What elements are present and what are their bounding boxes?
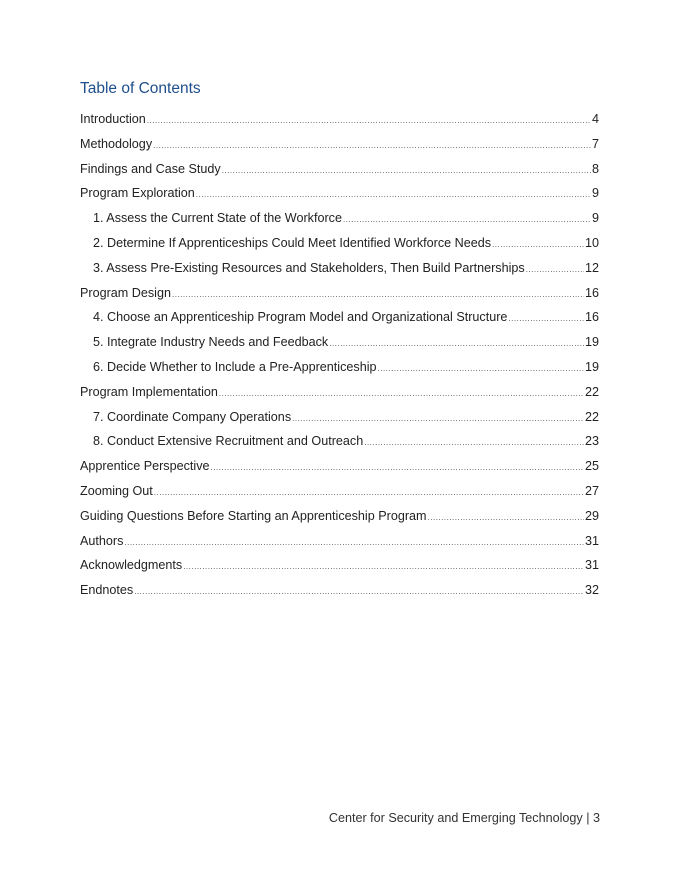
toc-dot-leader xyxy=(153,136,591,156)
toc-dot-leader xyxy=(147,111,591,131)
toc-entry-label: Apprentice Perspective xyxy=(80,459,210,474)
toc-subentry[interactable] xyxy=(80,407,599,432)
toc-entry-label: Acknowledgments xyxy=(80,558,183,573)
toc-subentry[interactable] xyxy=(80,357,599,382)
toc-entry-page: 22 xyxy=(584,384,599,399)
toc-entry[interactable] xyxy=(80,580,599,605)
toc-subentry[interactable] xyxy=(80,208,599,233)
toc-entry-label: 7. Coordinate Company Operations xyxy=(93,409,292,424)
toc-dot-leader xyxy=(526,260,584,280)
toc-entry-label: 8. Conduct Extensive Recruitment and Outreach xyxy=(93,434,364,449)
toc-entry-label: Findings and Case Study xyxy=(80,161,221,176)
toc-entry-page: 32 xyxy=(584,583,599,598)
toc-entry-page: 4 xyxy=(591,112,599,126)
toc-entry-label: 6. Decide Whether to Include a Pre-Apprenticeship xyxy=(93,359,377,374)
toc-dot-leader xyxy=(154,483,584,503)
toc-entry-page: 16 xyxy=(584,310,599,325)
toc-entry-page: 29 xyxy=(584,508,599,523)
toc-dot-leader xyxy=(292,409,584,429)
toc-entry[interactable] xyxy=(80,506,599,531)
toc-entry[interactable] xyxy=(80,159,599,184)
toc-subentry[interactable] xyxy=(80,332,599,357)
toc-entry[interactable] xyxy=(80,382,599,407)
toc-dot-leader xyxy=(124,533,584,553)
toc-entry-page: 31 xyxy=(584,558,599,573)
toc-dot-leader xyxy=(196,185,591,205)
page-footer: Center for Security and Emerging Technology | 3 xyxy=(328,811,600,825)
toc-entry-page: 12 xyxy=(584,260,599,275)
toc-entry[interactable] xyxy=(80,456,599,481)
toc-subentry[interactable] xyxy=(80,307,599,332)
toc-entry-label: Program Design xyxy=(80,285,171,300)
toc-dot-leader xyxy=(492,235,584,255)
toc-entry-label: Endnotes xyxy=(80,583,134,598)
toc-entry-page: 19 xyxy=(584,359,599,374)
toc-subentry[interactable] xyxy=(80,431,599,456)
toc-entry-page: 23 xyxy=(584,434,599,449)
toc-entry-page: 10 xyxy=(584,235,599,250)
toc-entry[interactable] xyxy=(80,481,599,506)
toc-entry-label: Methodology xyxy=(80,136,153,151)
toc-entry-label: 1. Assess the Current State of the Workforce xyxy=(93,211,342,226)
toc-entry[interactable] xyxy=(80,183,599,208)
toc-entry-label: 4. Choose an Apprenticeship Program Model and Organizational Structure xyxy=(93,310,508,325)
toc-entry-label: Guiding Questions Before Starting an Apprenticeship Program xyxy=(80,508,427,523)
toc-entry[interactable] xyxy=(80,555,599,580)
toc-entry[interactable] xyxy=(80,283,599,308)
toc-entry-page: 27 xyxy=(584,483,599,498)
toc-entry-label: Program Implementation xyxy=(80,384,218,399)
toc-title: Table of Contents xyxy=(80,80,201,97)
toc-entry-page: 7 xyxy=(591,136,599,151)
toc-entry-label: Authors xyxy=(80,533,124,548)
toc-dot-leader xyxy=(378,359,584,379)
toc-entry-page: 9 xyxy=(591,211,599,226)
toc-entry-page: 9 xyxy=(591,186,599,201)
toc-entry-label: 5. Integrate Industry Needs and Feedback xyxy=(93,335,329,350)
toc-dot-leader xyxy=(428,508,584,528)
toc-entry-label: Introduction xyxy=(80,112,146,126)
toc-entry-page: 8 xyxy=(591,161,599,176)
toc-entry-page: 31 xyxy=(584,533,599,548)
toc-dot-leader xyxy=(134,582,584,602)
toc-entry-label: Zooming Out xyxy=(80,483,153,498)
toc-subentry[interactable] xyxy=(80,233,599,258)
toc-dot-leader xyxy=(343,210,591,230)
toc-entry[interactable] xyxy=(80,531,599,556)
toc-entry-label: 2. Determine If Apprenticeships Could Meet Identified Workforce Needs xyxy=(93,235,492,250)
toc-entry-page: 16 xyxy=(584,285,599,300)
toc-entry-page: 19 xyxy=(584,335,599,350)
toc-entry-label: 3. Assess Pre-Existing Resources and Stakeholders, Then Build Partnerships xyxy=(93,260,525,275)
toc-dot-leader xyxy=(508,309,584,329)
toc-entry[interactable] xyxy=(80,134,599,159)
toc-dot-leader xyxy=(329,334,584,354)
toc-dot-leader xyxy=(172,285,584,305)
toc-dot-leader xyxy=(219,384,584,404)
toc-dot-leader xyxy=(364,433,584,453)
toc-dot-leader xyxy=(211,458,584,478)
toc-entry[interactable] xyxy=(80,109,599,134)
toc-list xyxy=(80,109,599,605)
toc-entry-page: 25 xyxy=(584,459,599,474)
toc-entry-label: Program Exploration xyxy=(80,186,195,201)
toc-dot-leader xyxy=(183,557,584,577)
toc-entry-page: 22 xyxy=(584,409,599,424)
toc-subentry[interactable] xyxy=(80,258,599,283)
toc-dot-leader xyxy=(222,161,591,181)
